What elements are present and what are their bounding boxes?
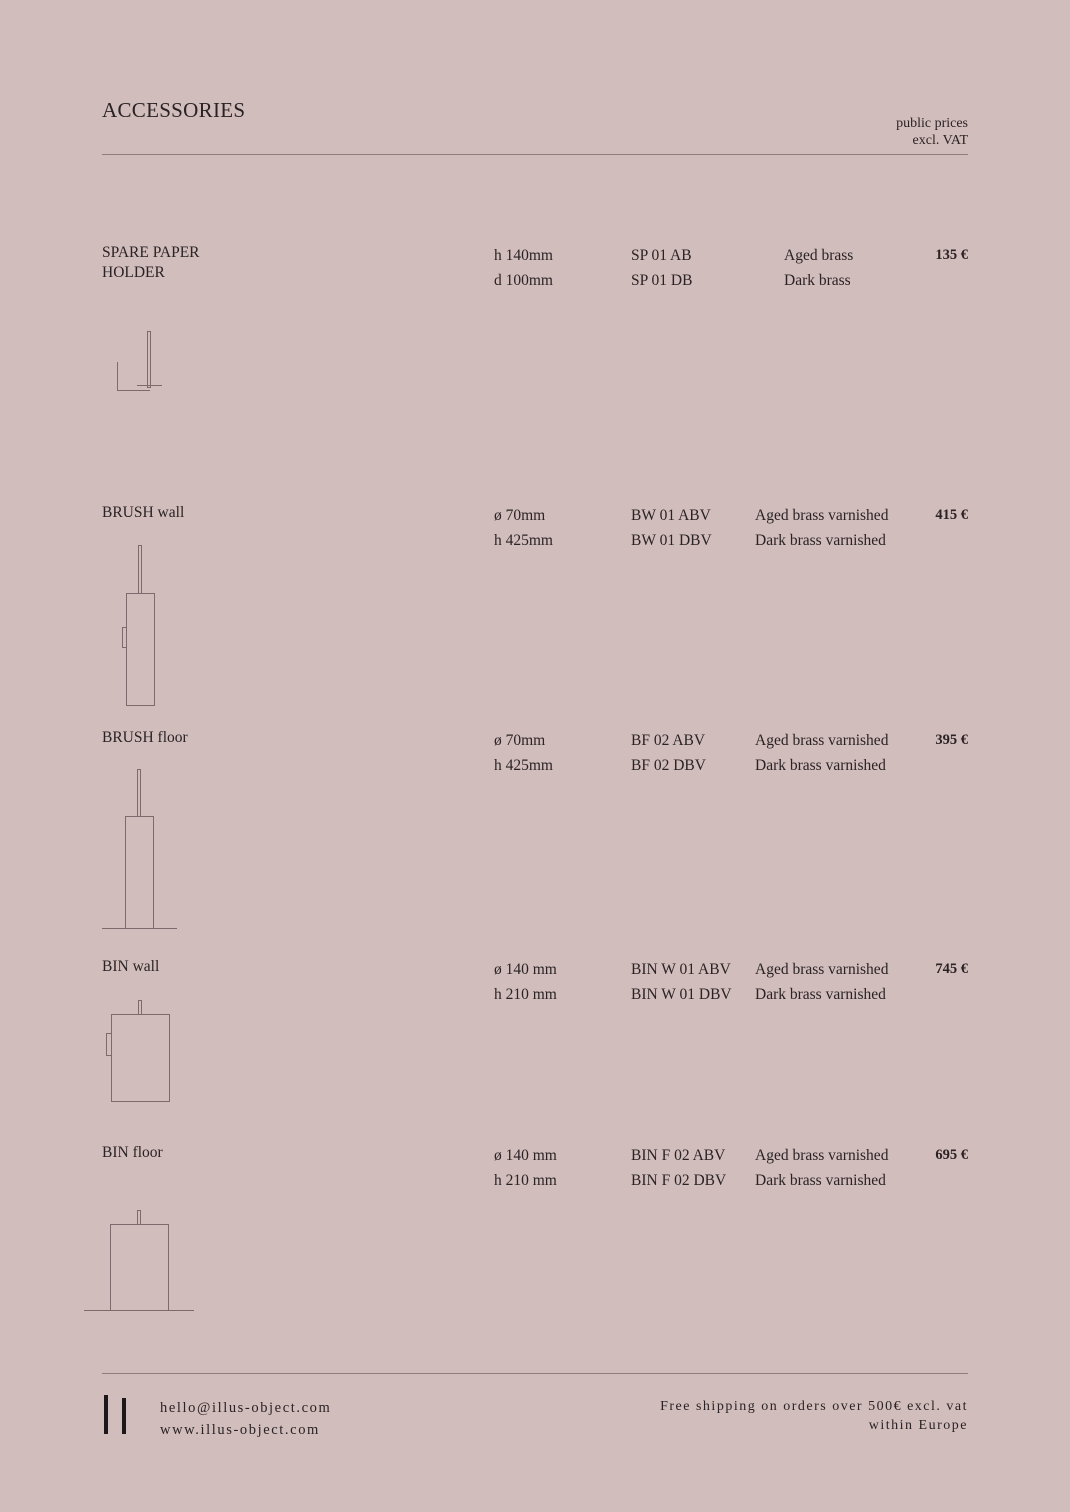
product-name: SPARE PAPER HOLDER [102, 244, 200, 281]
product-codes: SP 01 AB SP 01 DB [631, 247, 693, 289]
product-finishes: Aged brass varnished Dark brass varnished [755, 507, 889, 549]
product-dimensions: ø 70mm h 425mm [494, 732, 553, 774]
price-note [896, 115, 968, 149]
product-dimensions: ø 140 mm h 210 mm [494, 1147, 557, 1189]
page-title: ACCESSORIES [102, 98, 246, 122]
product-finishes: Aged brass varnished Dark brass varnished [755, 1147, 889, 1189]
product-dimensions: ø 140 mm h 210 mm [494, 961, 557, 1003]
product-finishes: Aged brass varnished Dark brass varnished [755, 732, 889, 774]
brush-floor-drawing [102, 766, 178, 932]
product-name: BRUSH floor [102, 729, 188, 746]
price-note-line1: public prices [896, 116, 968, 131]
email-link[interactable]: hello@illus-object.com [160, 1400, 332, 1416]
product-codes: BW 01 ABV BW 01 DBV [631, 507, 712, 549]
product-price: 135 € [935, 247, 968, 263]
header-divider [102, 154, 968, 155]
brush-wall-drawing [118, 543, 163, 709]
product-name: BRUSH wall [102, 504, 185, 521]
product-finishes: Aged brass varnished Dark brass varnished [755, 961, 889, 1003]
footer-divider [102, 1373, 968, 1374]
website-link[interactable]: www.illus-object.com [160, 1422, 320, 1438]
product-price: 695 € [935, 1147, 968, 1163]
shipping-note [660, 1397, 968, 1435]
contact-info [160, 1397, 331, 1441]
product-name: BIN wall [102, 958, 160, 975]
product-price: 745 € [935, 961, 968, 977]
product-name: BIN floor [102, 1144, 163, 1161]
bin-floor-drawing [84, 1207, 196, 1315]
product-codes: BF 02 ABV BF 02 DBV [631, 732, 706, 774]
bin-wall-drawing [104, 997, 174, 1105]
product-dimensions: ø 70mm h 425mm [494, 507, 553, 549]
product-dimensions: h 140mm d 100mm [494, 247, 553, 289]
product-finishes: Aged brass Dark brass [784, 247, 854, 289]
brand-logo-icon [102, 1395, 130, 1440]
product-codes: BIN W 01 ABV BIN W 01 DBV [631, 961, 732, 1003]
shipping-line1: Free shipping on orders over 500€ excl. vat [660, 1399, 968, 1414]
product-price: 415 € [935, 507, 968, 523]
product-codes: BIN F 02 ABV BIN F 02 DBV [631, 1147, 727, 1189]
product-price: 395 € [935, 732, 968, 748]
price-note-line2: excl. VAT [912, 133, 968, 148]
spare-paper-holder-drawing [112, 326, 168, 396]
shipping-line2: within Europe [868, 1418, 968, 1433]
